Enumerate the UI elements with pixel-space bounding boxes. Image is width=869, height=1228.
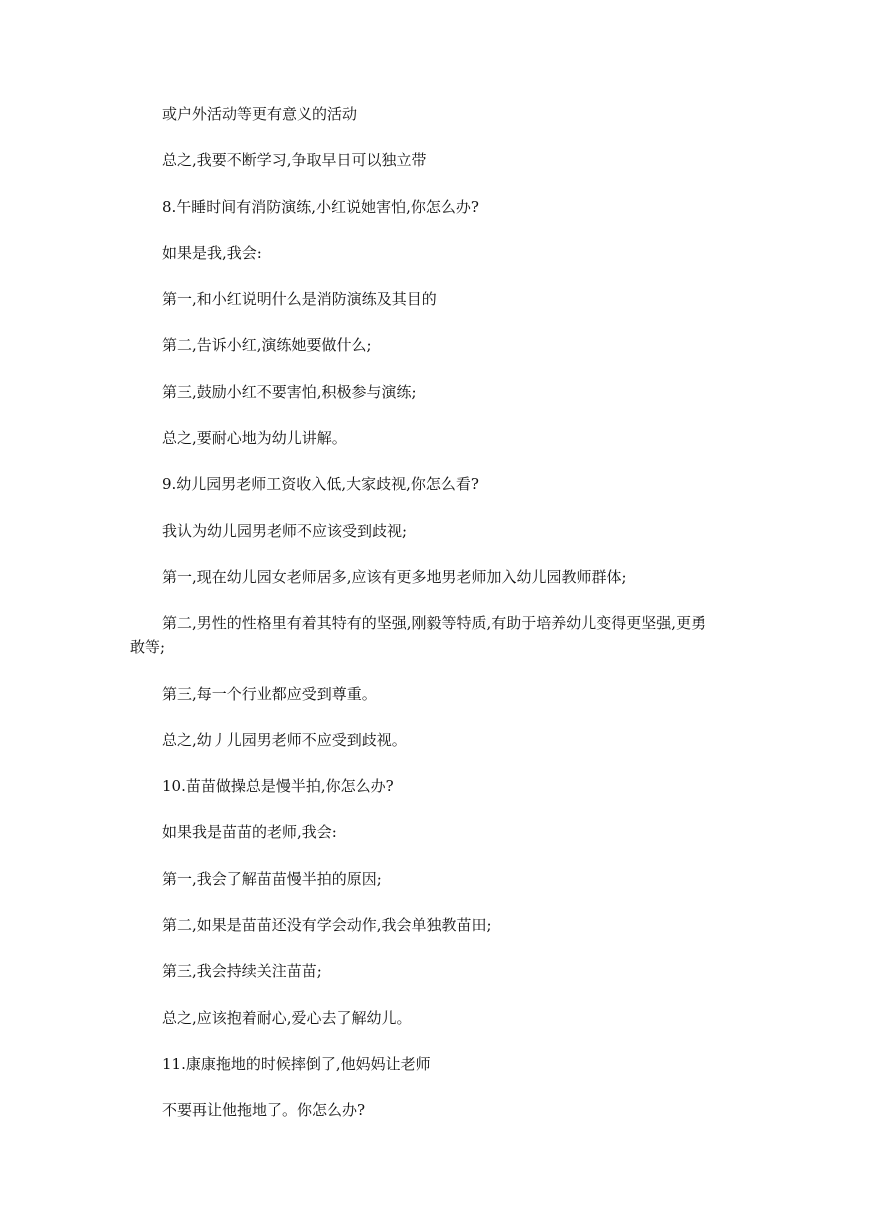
document-body [130, 102, 720, 1145]
paragraph: 第一,现在幼儿园女老师居多,应该有更多地男老师加入幼儿园教师群体; [162, 567, 627, 586]
paragraph: 第三,每一个行业都应受到尊重。 [162, 684, 377, 703]
paragraph: 我认为幼儿园男老师不应该受到歧视; [162, 521, 408, 540]
paragraph: 总之,要耐心地为幼儿讲解。 [162, 429, 347, 448]
paragraph: 或户外活动等更有意义的活动 [162, 105, 358, 123]
paragraph: 总之,幼丿儿园男老师不应受到歧视。 [162, 730, 407, 749]
paragraph: 第三,我会持续关注苗苗; [162, 962, 322, 981]
question-heading: 10.苗苗做操总是慢半拍,你怎么办? [162, 777, 394, 796]
paragraph: 第二,告诉小红,演练她要做什么; [162, 336, 372, 355]
paragraph: 总之,我要不断学习,争取早日可以独立带 [162, 151, 427, 170]
question-heading: 8.午睡时间有消防演练,小红说她害怕,你怎么办? [162, 197, 479, 216]
question-heading: 9.幼儿园男老师工资收入低,大家歧视,你怎么看? [162, 475, 479, 494]
paragraph: 第一,我会了解苗苗慢半拍的原因; [162, 869, 382, 888]
paragraph: 总之,应该抱着耐心,爱心去了解幼儿。 [162, 1008, 412, 1027]
paragraph: 第二,男性的性格里有着其特有的坚强,刚毅等特质,有助于培养幼儿变得更坚强,更勇敢等; [130, 614, 707, 657]
paragraph: 不要再让他拖地了。你怎么办? [162, 1101, 366, 1120]
question-heading: 11.康康拖地的时候摔倒了,他妈妈让老师 [162, 1054, 431, 1073]
paragraph: 如果是我,我会: [162, 243, 262, 262]
paragraph: 第一,和小红说明什么是消防演练及其目的 [162, 290, 437, 309]
paragraph: 如果我是苗苗的老师,我会: [162, 823, 337, 842]
paragraph: 第三,鼓励小红不要害怕,积极参与演练; [162, 382, 417, 401]
paragraph: 第二,如果是苗苗还没有学会动作,我会单独教苗田; [162, 916, 492, 935]
